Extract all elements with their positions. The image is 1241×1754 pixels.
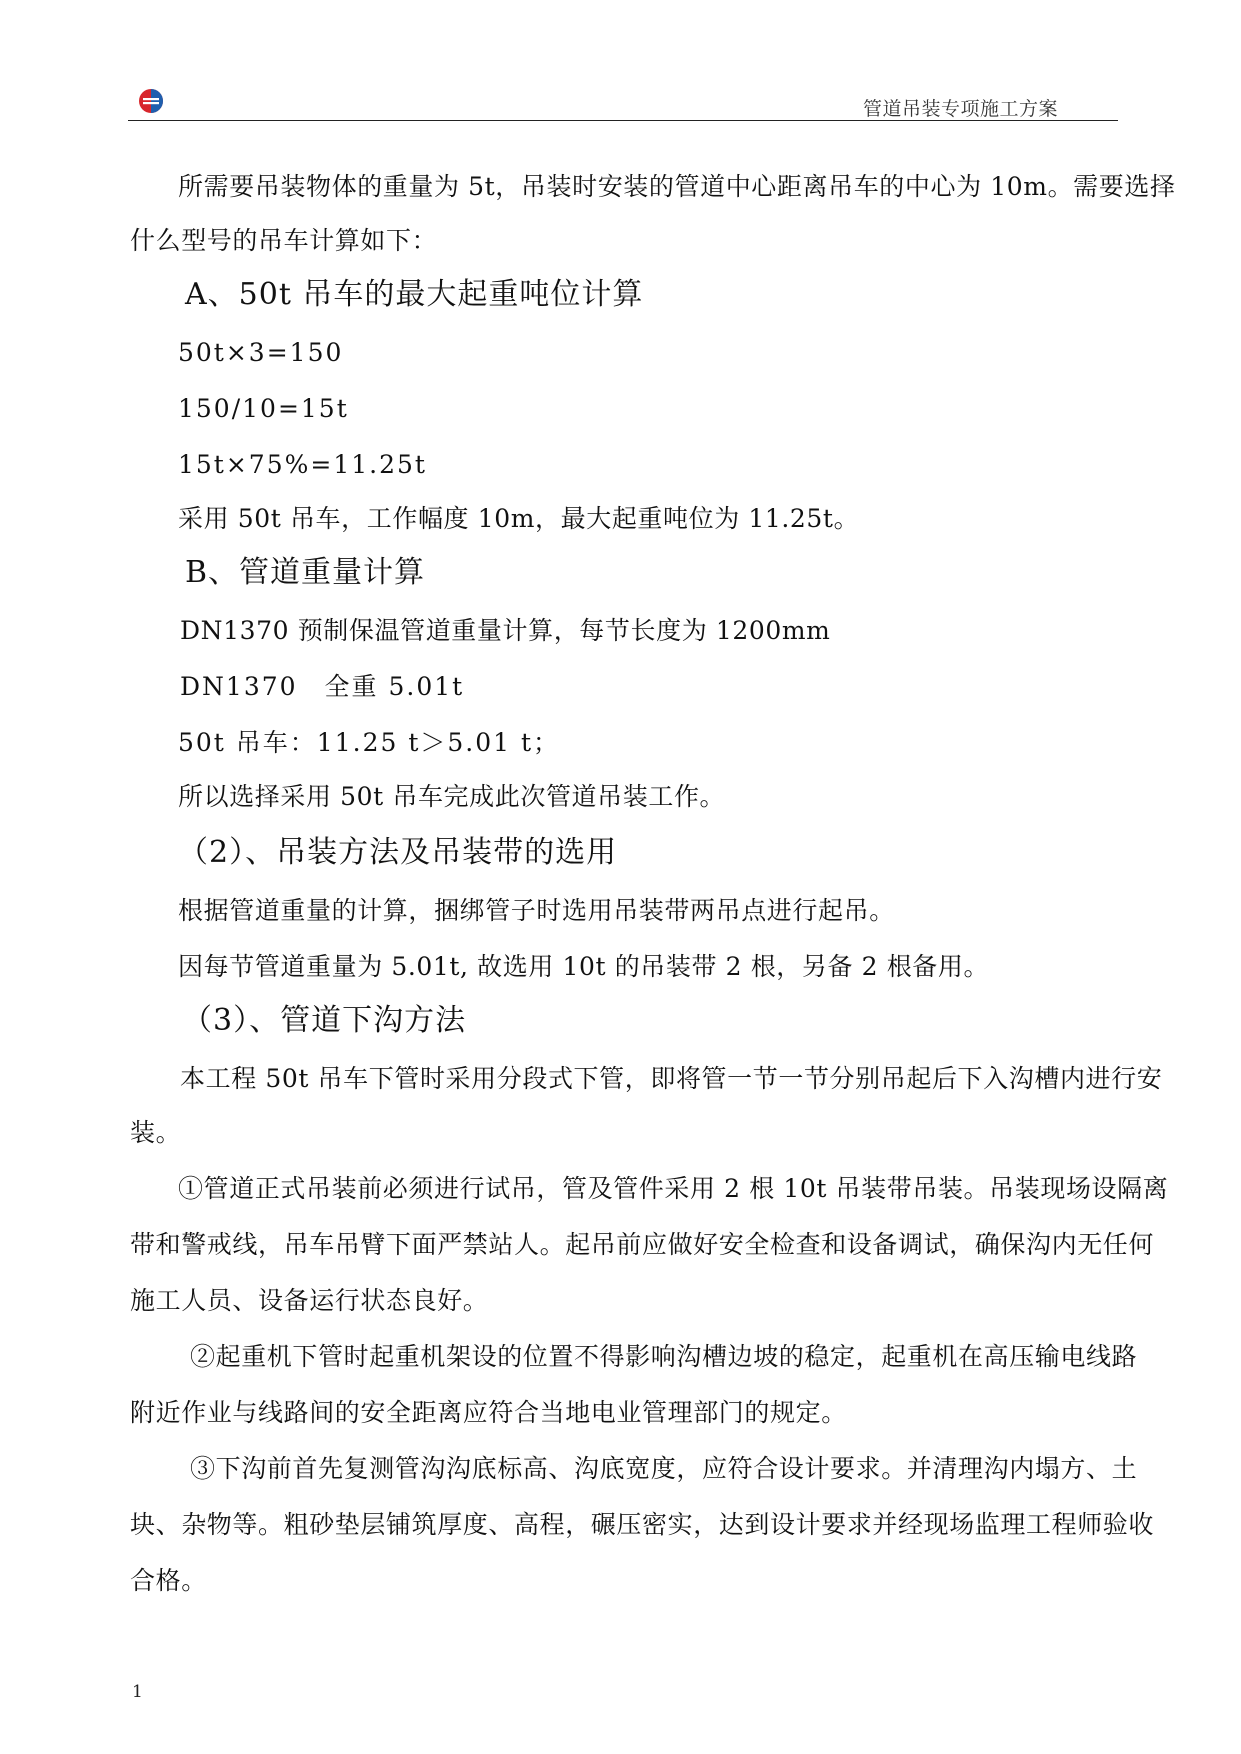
calc-line-2: 150/10=15t (178, 394, 349, 423)
item-3-line-2: 块、杂物等。粗砂垫层铺筑厚度、高程，碾压密实，达到设计要求并经现场监理工程师验收 (130, 1510, 1155, 1539)
item-1-line-2: 带和警戒线，吊车吊臂下面严禁站人。起吊前应做好安全检查和设备调试，确保沟内无任何 (130, 1230, 1155, 1259)
page-header (128, 80, 1118, 122)
method-line-1: 本工程 50t 吊车下管时采用分段式下管，即将管一节一节分别吊起后下入沟槽内进行安 (180, 1064, 1163, 1093)
pipe-calc-line-3: 50t 吊车：11.25 t＞5.01 t； (178, 728, 561, 757)
method-line-2: 装。 (130, 1118, 182, 1147)
calc-line-1: 50t×3=150 (178, 338, 344, 367)
sling-line-2: 因每节管道重量为 5.01t, 故选用 10t 的吊装带 2 根，另备 2 根备用。 (178, 952, 990, 981)
calc-conclusion: 采用 50t 吊车，工作幅度 10m，最大起重吨位为 11.25t。 (178, 504, 860, 533)
sling-line-1: 根据管道重量的计算，捆绑管子时选用吊装带两吊点进行起吊。 (178, 896, 895, 925)
intro-line-1: 所需要吊装物体的重量为 5t，吊装时安装的管道中心距离吊车的中心为 10m。需要选择 (178, 172, 1176, 201)
pipe-calc-line-2: DN1370 全重 5.01t (180, 672, 465, 701)
page-number: 1 (132, 1682, 143, 1702)
intro-line-2: 什么型号的吊车计算如下： (130, 226, 438, 255)
section-a-heading: A、50t 吊车的最大起重吨位计算 (185, 277, 644, 312)
header-divider (128, 120, 1118, 121)
section-b-heading: B、管道重量计算 (185, 555, 426, 590)
section-2-heading: （2）、吊装方法及吊装带的选用 (178, 835, 618, 870)
header-title: 管道吊装专项施工方案 (862, 98, 1058, 120)
pipe-calc-line-1: DN1370 预制保温管道重量计算，每节长度为 1200mm (180, 616, 831, 645)
item-1-line-1: ①管道正式吊装前必须进行试吊，管及管件采用 2 根 10t 吊装带吊装。吊装现场设隔离 (178, 1174, 1169, 1203)
calc-line-3: 15t×75%=11.25t (178, 450, 427, 479)
item-3-line-3: 合格。 (130, 1566, 207, 1595)
item-3-line-1: ③下沟前首先复测管沟沟底标高、沟底宽度，应符合设计要求。并清理沟内塌方、土 (190, 1454, 1138, 1483)
item-2-line-2: 附近作业与线路间的安全距离应符合当地电业管理部门的规定。 (130, 1398, 847, 1427)
section-3-heading: （3）、管道下沟方法 (182, 1003, 467, 1038)
company-logo-icon (138, 88, 164, 114)
item-1-line-3: 施工人员、设备运行状态良好。 (130, 1286, 489, 1315)
item-2-line-1: ②起重机下管时起重机架设的位置不得影响沟槽边坡的稳定，起重机在高压输电线路 (190, 1342, 1138, 1371)
pipe-calc-conclusion: 所以选择采用 50t 吊车完成此次管道吊装工作。 (178, 782, 726, 811)
